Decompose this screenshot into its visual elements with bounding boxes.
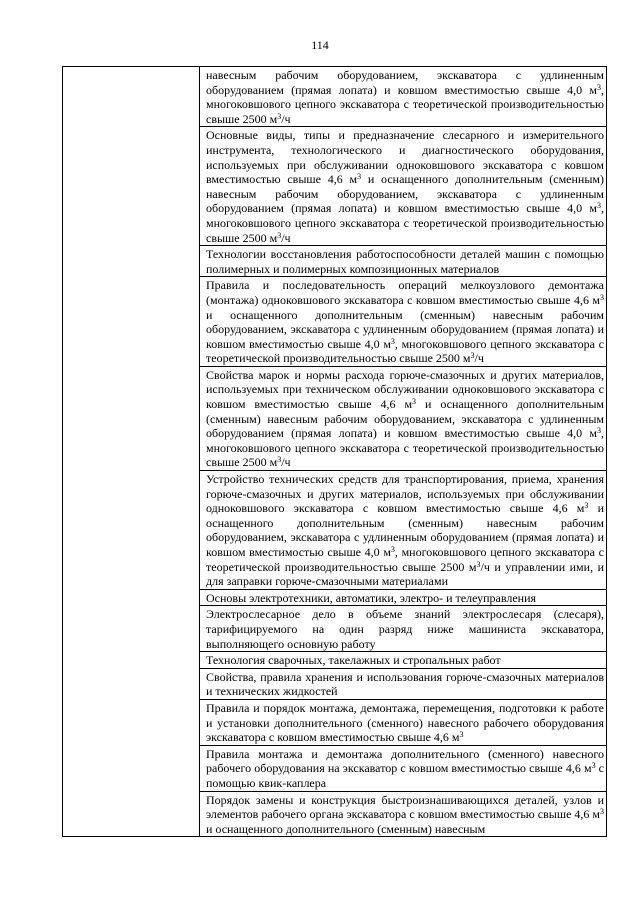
requirement-cell bbox=[200, 699, 607, 745]
requirement-cell bbox=[200, 471, 607, 590]
requirement-cell bbox=[200, 745, 607, 791]
superscript-three: 3 bbox=[412, 397, 417, 407]
requirement-cell bbox=[200, 791, 607, 837]
requirement-text: Технология сварочных, такелажных и стропальных работ bbox=[206, 653, 501, 668]
superscript-three: 3 bbox=[390, 545, 395, 554]
requirement-text: Устройство технических средств для транспортирования, приема, хранения горюче-смазочных и других материалов, используемых при обслуживании одноковшового экскаватора с ковшом вместимостью свыше 4,6 $м^3$ и оснащенного дополнительным (сменным) навесным рабочим оборудованием, экскаватора с удлиненным оборудованием (прямая лопата) и ковшом вместимостью свыше 4,0 $м^3$, многоковшового цепного экскаватора с теоретической производительностью свыше 2500 $м^3/ч$ и управлении ими, и для заправки горюче-смазочными материалами bbox=[206, 472, 605, 589]
requirement-text: Порядок замены и конструкция быстроизнашивающихся деталей, узлов и элементов рабочего органа экскаватора с ковшом вместимостью свыше 4,6 $м^3$ и оснащенного дополнительного (сменным) навесным bbox=[206, 792, 604, 836]
requirement-cell bbox=[200, 246, 607, 277]
superscript-three: 3 bbox=[277, 230, 282, 240]
requirement-cell bbox=[200, 652, 607, 669]
requirement-cell bbox=[200, 589, 607, 606]
requirement-cell bbox=[200, 127, 607, 246]
requirement-text: Правила и порядок монтажа, демонтажа, перемещения, подготовки к работе и установки дополнительного (сменного) навесного рабочего оборудования экскаватора с ковшом вместимостью свыше 4,6 $м^3$ bbox=[206, 700, 604, 745]
superscript-three: 3 bbox=[476, 559, 481, 569]
superscript-three: 3 bbox=[357, 172, 362, 182]
superscript-three: 3 bbox=[600, 807, 604, 817]
requirement-text: Основы электротехники, автоматики, электро- и телеуправления bbox=[206, 590, 537, 605]
superscript-three: 3 bbox=[597, 201, 601, 211]
requirement-cell bbox=[200, 366, 607, 470]
superscript-three: 3 bbox=[277, 111, 282, 121]
requirement-text: Правила монтажа и демонтажа дополнительного (сменного) навесного рабочего оборудования на экскаватор с ковшом вместимостью свыше 4,6 $м^3$ с помощью квик-каплера bbox=[206, 746, 605, 790]
superscript-three: 3 bbox=[459, 730, 464, 740]
superscript-three: 3 bbox=[597, 426, 601, 436]
requirement-text: навесным рабочим оборудованием, экскаватора с удлиненным оборудованием (прямая лопата) и ковшом вместимостью свыше 4,0 $м^3$, многоковшового цепного экскаватора с теоретической производительностью свыше 2500 $м^3/ч$ bbox=[206, 68, 604, 126]
superscript-three: 3 bbox=[600, 292, 604, 302]
superscript-three: 3 bbox=[390, 336, 395, 346]
table-row bbox=[63, 67, 607, 127]
superscript-three: 3 bbox=[584, 501, 589, 511]
knowledge-table-body bbox=[63, 67, 607, 837]
page-number: 114 bbox=[311, 38, 329, 52]
requirement-text: Технологии восстановления работоспособности деталей машин с помощью полимерных и полимерных композиционных материалов bbox=[206, 247, 604, 276]
requirement-cell bbox=[200, 606, 607, 652]
requirement-cell bbox=[200, 67, 607, 127]
superscript-three: 3 bbox=[597, 82, 601, 92]
superscript-three: 3 bbox=[470, 351, 475, 361]
section-label-cell bbox=[63, 67, 200, 837]
requirement-cell bbox=[200, 668, 607, 699]
superscript-three: 3 bbox=[277, 455, 282, 465]
requirement-text: Правила и последовательность операций мелкоузлового демонтажа (монтажа) одноковшового экскаватора с ковшом вместимостью свыше 4,6 $м^3$ и оснащенного дополнительным (сменным) навесным рабочим оборудованием, экскаватора с удлиненным оборудованием (прямая лопата) и ковшом вместимостью свыше 4,0 $м^3$, многоковшового цепного экскаватора с теоретической производительностью свыше 2500 $м^3/ч$ bbox=[206, 278, 604, 366]
superscript-three: 3 bbox=[591, 761, 596, 771]
requirement-text: Основные виды, типы и предназначение слесарного и измерительного инструмента, технологического и диагностического оборудования, используемых при обслуживании одноковшового экскаватора с ковшом вместимостью свыше 4,6 $м^3$ и оснащенного дополнительным (сменным) навесным рабочим оборудованием, экскаватора с удлиненным оборудованием (прямая лопата) и ковшом вместимостью свыше 4,0 $м^3$, многоковшового цепного экскаватора с теоретической производительностью свыше 2500 $м^3/ч$ bbox=[206, 128, 604, 245]
requirement-text: Свойства марок и нормы расхода горюче-смазочных и других материалов, используемых при техническом обслуживании одноковшового экскаватора с ковшом вместимостью свыше 4,6 $м^3$ и оснащенного дополнительным (сменным) навесным рабочим оборудованием, экскаватора с удлиненным оборудованием (прямая лопата) и ковшом вместимостью свыше 4,0 $м^3$, многоковшового цепного экскаватора с теоретической производительностью свыше 2500 $м^3/ч$ bbox=[206, 367, 605, 470]
requirement-text: Свойства, правила хранения и использования горюче-смазочных материалов и технических жидкостей bbox=[206, 669, 604, 699]
knowledge-table bbox=[62, 66, 607, 837]
requirement-text: Электрослесарное дело в объеме знаний электрослесаря (слесаря), тарифицируемого на один разряд ниже машиниста экскаватора, выполняющего основную работу bbox=[206, 607, 604, 651]
requirement-cell bbox=[200, 277, 607, 367]
